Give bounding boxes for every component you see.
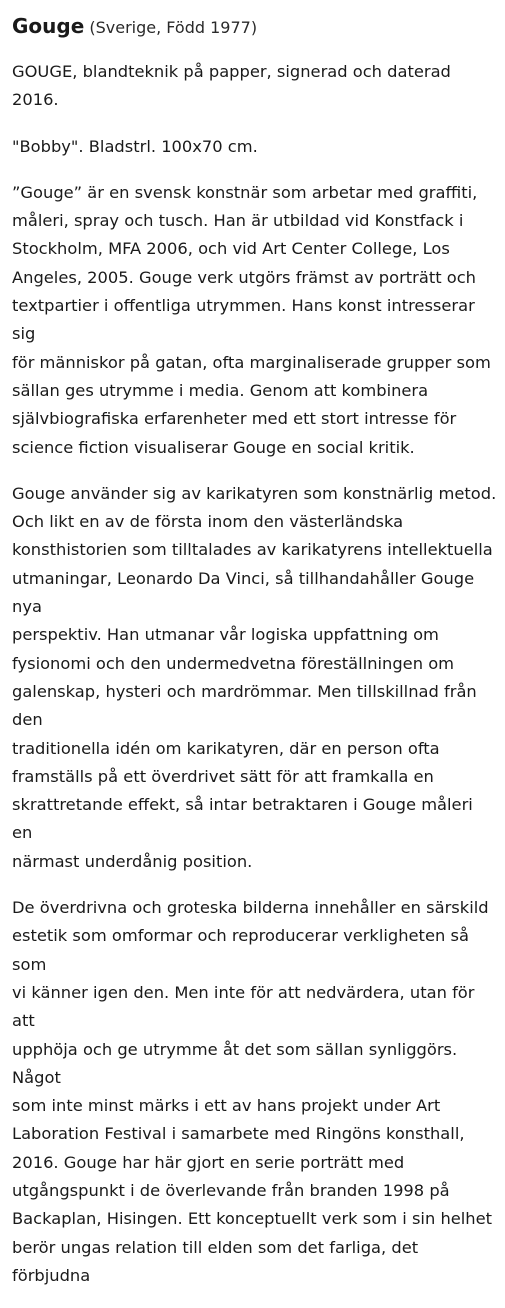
- artist-heading: [12, 12, 497, 42]
- artist-meta: (Sverige, Född 1977): [89, 18, 258, 37]
- bio-paragraph-1: ”Gouge” är en svensk konstnär som arbetar med graffiti, måleri, spray och tusch. Han är utbildad vid Konstfack i Stockholm, MFA 2006, och vid Art Center College, Los Angeles, 2005. Gouge verk utgörs främst av porträtt och textpartier i offentliga utrymmen. Hans konst intresserar sig för människor på gatan, ofta marginaliserade grupper som sällan ges utrymme i media. Genom att kombinera självbiografiska erfarenheter med ett stort intresse för science fiction visualiserar Gouge en social kritik.: [12, 182, 491, 457]
- bio-paragraph-2: Gouge använder sig av karikatyren som konstnärlig metod. Och likt en av de första inom den västerländska konsthistorien som tilltalades av karikatyrens intellektuella utmaningar, Leonardo Da Vinci, så tillhandahåller Gouge nya perspektiv. Han utmanar vår logiska uppfattning om fysionomi och den undermedvetna föreställningen om galenskap, hysteri och mardrömmar. Men tillskillnad från den traditionella idén om karikatyren, där en person ofta framställs på ett överdrivet sätt för att framkalla en skrattretande effekt, så intar betraktaren i Gouge måleri en närmast underdånig position.: [12, 483, 497, 871]
- lot-description: GOUGE, blandteknik på papper, signerad och daterad 2016.: [12, 62, 451, 110]
- artist-name: Gouge: [12, 14, 85, 38]
- lot-title-size: "Bobby". Bladstrl. 100x70 cm.: [12, 136, 258, 156]
- bio-paragraph-3: De överdrivna och groteska bilderna innehåller en särskild estetik som omformar och reproducerar verkligheten så som vi känner igen den. Men inte för att nedvärdera, utan för att upphöja och ge utrymme åt det som sällan synliggörs. Något som inte minst märks i ett av hans projekt under Art Laboration Festival i samarbete med Ringöns konsthall, 2016. Gouge har här gjort en serie porträtt med utgångspunkt i de överlevande från branden 1998 på Backaplan, Hisingen. Ett konceptuellt verk som i sin helhet berör ungas relation till elden som det farliga, det förbjudna: [12, 898, 493, 1285]
- lot-description-page: [12, 12, 497, 1308]
